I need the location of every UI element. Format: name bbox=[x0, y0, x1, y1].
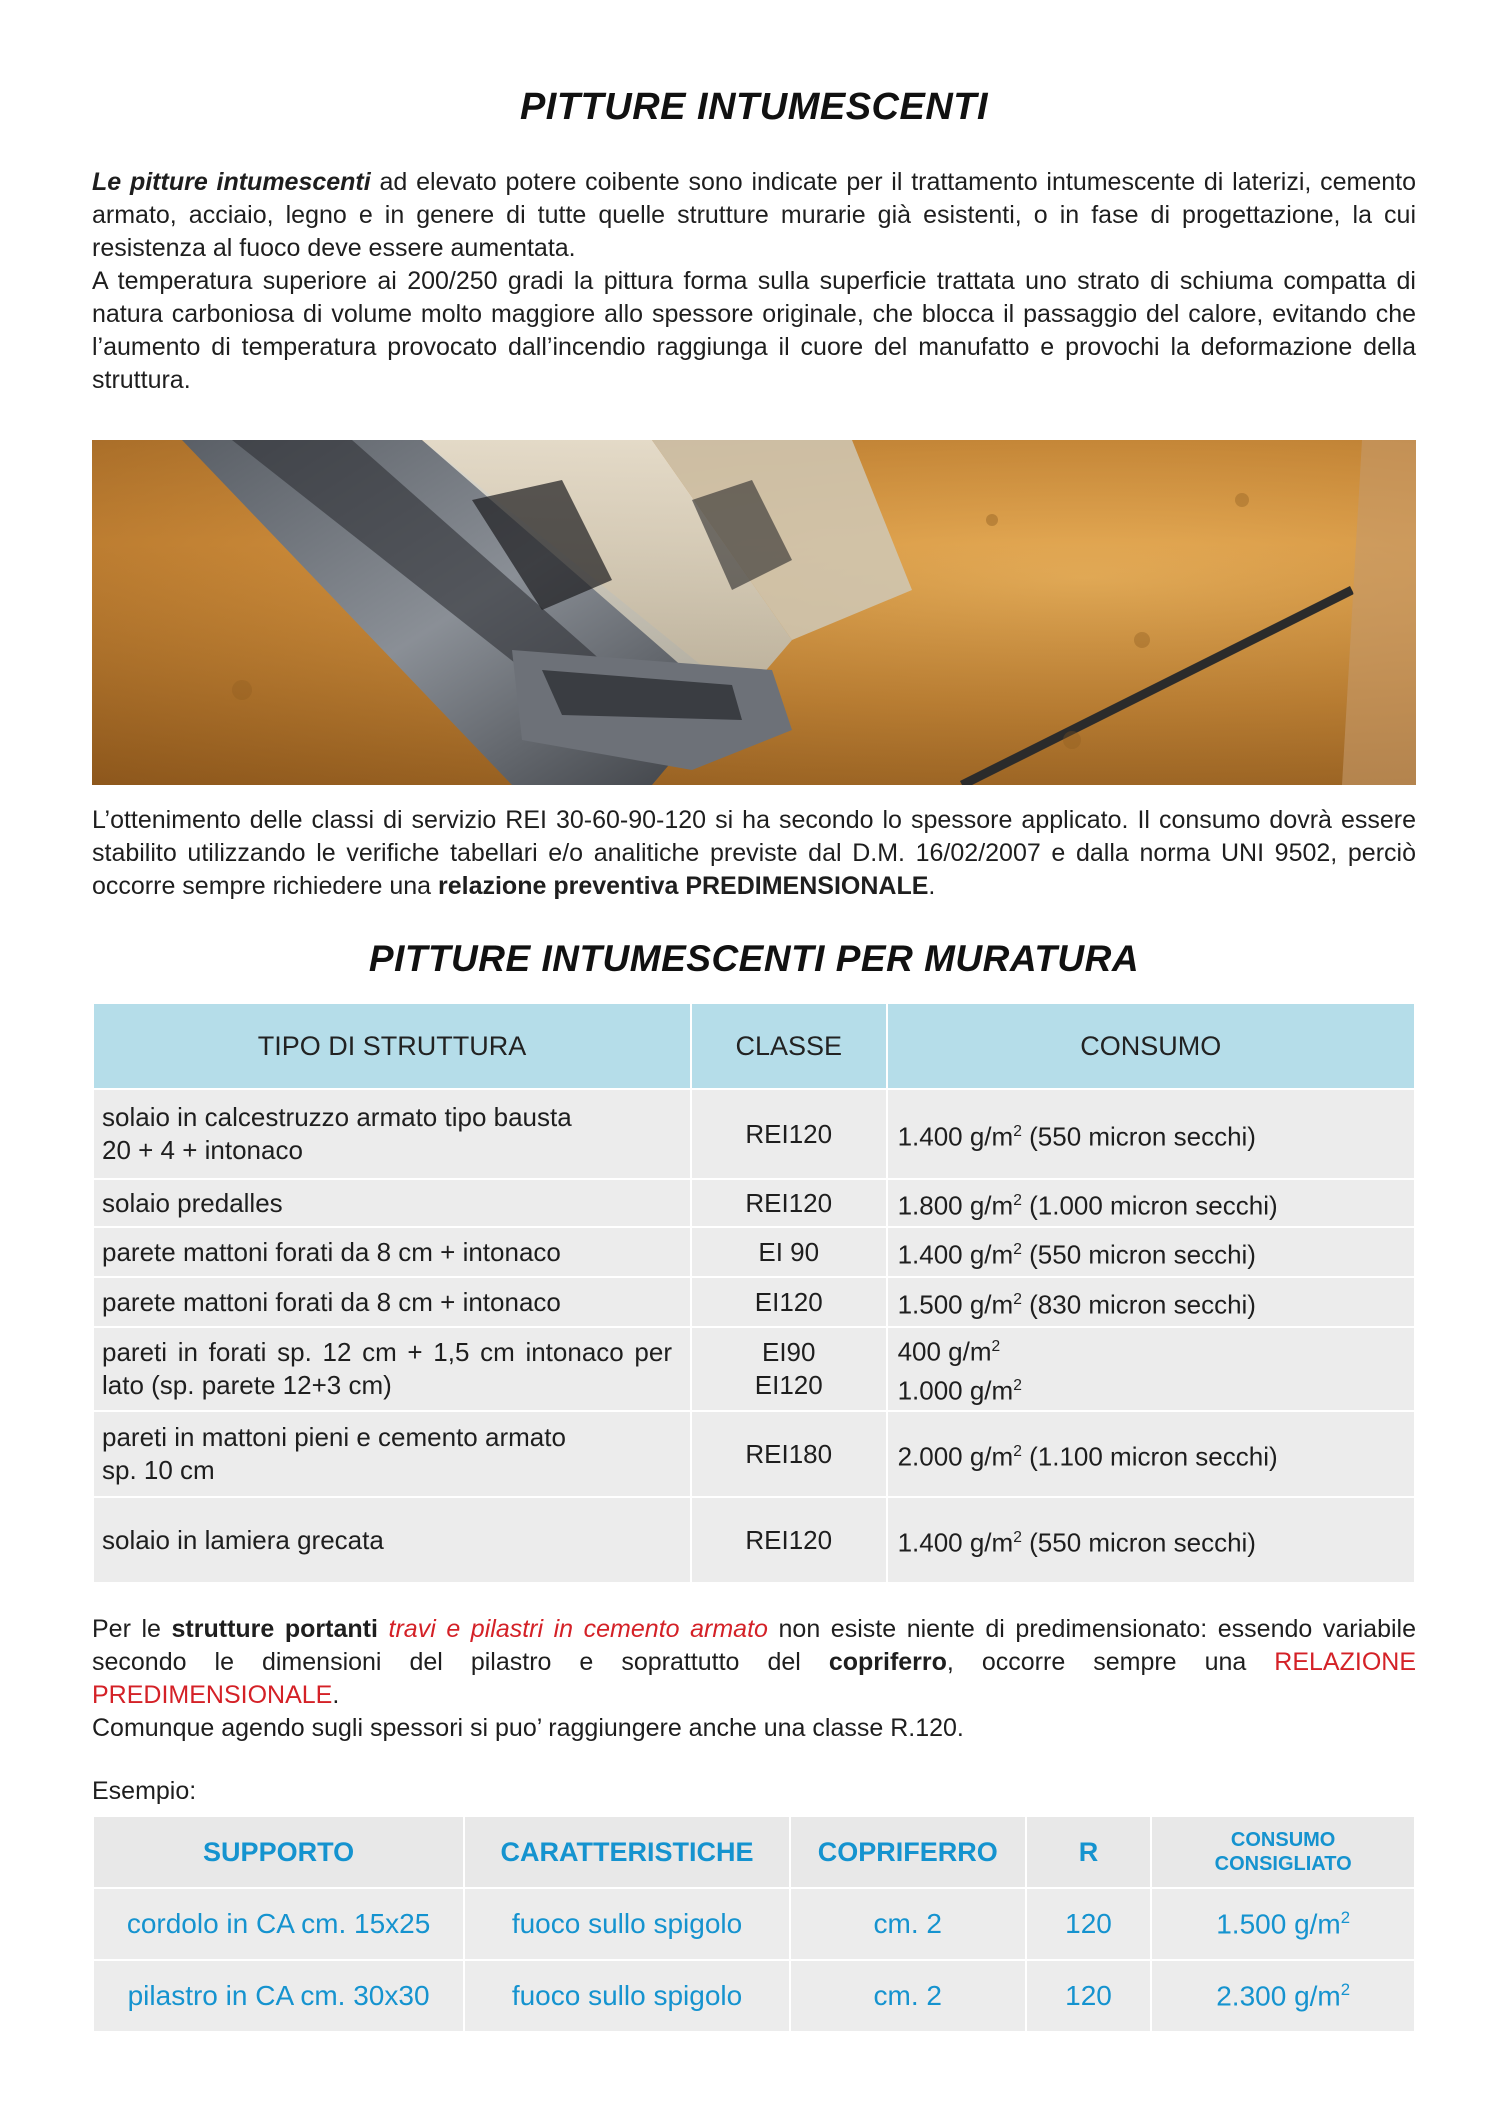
red-relazione: RELAZIONE PREDIMENSIONALE bbox=[92, 1648, 1416, 1709]
header-caratteristiche: CARATTERISTICHE bbox=[464, 1816, 790, 1888]
structural-note-1: Per le strutture portanti travi e pilastri in cemento armato non esiste niente di predimensionato: essendo variabile secondo le dimensioni del pilastro e soprattutto del copriferro, occorre sempre una RELAZIONE PREDIMENSIONALE. bbox=[92, 1615, 1416, 1709]
table-row bbox=[93, 1411, 1415, 1497]
cell-tipo: pareti in forati sp. 12 cm + 1,5 cm intonaco per lato (sp. parete 12+3 cm) bbox=[93, 1327, 691, 1411]
cell-consumo: 1.500 $g/m^2$ bbox=[1151, 1888, 1415, 1960]
cell-classe: REI120 bbox=[691, 1089, 887, 1179]
masonry-table bbox=[92, 1002, 1416, 1584]
table-row bbox=[93, 1327, 1415, 1411]
cell-tipo: parete mattoni forati da 8 cm + intonaco bbox=[93, 1227, 691, 1277]
burned-structure-photo bbox=[92, 440, 1416, 785]
cell-tipo: solaio predalles bbox=[93, 1179, 691, 1227]
rei-bold: relazione preventiva PREDIMENSIONALE bbox=[438, 872, 929, 900]
header-classe: CLASSE bbox=[691, 1003, 887, 1089]
cell-r: 120 bbox=[1026, 1888, 1152, 1960]
cell-classe: REI120 bbox=[691, 1179, 887, 1227]
cell-consumo: 2.000 $g/m^2$ (1.100 micron secchi) bbox=[887, 1411, 1415, 1497]
bold-strutture: strutture portanti bbox=[171, 1615, 378, 1643]
bold-copriferro: copriferro bbox=[828, 1648, 947, 1676]
table-row bbox=[93, 1888, 1415, 1960]
cell-consumo: 1.400 $g/m^2$ (550 micron secchi) bbox=[887, 1497, 1415, 1583]
table-row bbox=[93, 1960, 1415, 2032]
header-r: R bbox=[1026, 1816, 1152, 1888]
intro-p1-rest: ad elevato potere coibente sono indicate per il trattamento intumescente di laterizi, cemento armato, acciaio, legno e in genere di tutte quelle strutture murarie già esistenti, o in fase di progettazione, la cui resistenza al fuoco deve essere aumentata. bbox=[92, 168, 1416, 262]
header-copriferro: COPRIFERRO bbox=[790, 1816, 1026, 1888]
cell-tipo: pareti in mattoni pieni e cemento armato sp. 10 cm bbox=[93, 1411, 691, 1497]
structural-note bbox=[92, 1613, 1416, 1745]
table-header-row bbox=[93, 1003, 1415, 1089]
cell-consumo: 1.500 $g/m^2$ (830 micron secchi) bbox=[887, 1277, 1415, 1327]
table-row bbox=[93, 1227, 1415, 1277]
cell-classe: REI180 bbox=[691, 1411, 887, 1497]
cell-consumo: 400 $g/m^2$ 1.000 $g/m^2$ bbox=[887, 1327, 1415, 1411]
cell-consumo: 1.400 $g/m^2$ (550 micron secchi) bbox=[887, 1227, 1415, 1277]
intro-lead: Le pitture intumescenti bbox=[92, 168, 371, 196]
example-header-row bbox=[93, 1816, 1415, 1888]
example-label: Esempio: bbox=[92, 1777, 197, 1805]
cell-r: 120 bbox=[1026, 1960, 1152, 2032]
cell-classe: EI120 bbox=[691, 1277, 887, 1327]
table-row bbox=[93, 1179, 1415, 1227]
cell-classe: EI90 EI120 bbox=[691, 1327, 887, 1411]
cell-classe: EI 90 bbox=[691, 1227, 887, 1277]
header-consumo-consigliato: CONSUMO CONSIGLIATO bbox=[1151, 1816, 1415, 1888]
intro-paragraph-2: A temperatura superiore ai 200/250 gradi la pittura forma sulla superficie trattata uno strato di schiuma compatta di natura carboniosa di volume molto maggiore allo spessore originale, che blocca il passaggio del calore, evitando che l’aumento di temperatura provocato dall’incendio raggiunga il cuore del manufatto e provochi la deformazione della struttura. bbox=[92, 267, 1416, 394]
red-italic-travi: travi e pilastri in cemento armato bbox=[388, 1615, 768, 1643]
structural-note-2: Comunque agendo sugli spessori si puo’ raggiungere anche una classe R.120. bbox=[92, 1714, 964, 1742]
cell-supporto: cordolo in CA cm. 15x25 bbox=[93, 1888, 464, 1960]
cell-tipo: parete mattoni forati da 8 cm + intonaco bbox=[93, 1277, 691, 1327]
intro-paragraph-1 bbox=[92, 166, 1416, 265]
page-title: PITTURE INTUMESCENTI bbox=[519, 86, 989, 128]
cell-supporto: pilastro in CA cm. 30x30 bbox=[93, 1960, 464, 2032]
section-title: PITTURE INTUMESCENTI PER MURATURA bbox=[368, 938, 1140, 979]
cell-consumo: 1.400 $g/m^2$ (550 micron secchi) bbox=[887, 1089, 1415, 1179]
header-consumo: CONSUMO bbox=[887, 1003, 1415, 1089]
cell-tipo: solaio in lamiera grecata bbox=[93, 1497, 691, 1583]
table-row bbox=[93, 1277, 1415, 1327]
example-table bbox=[92, 1815, 1416, 2033]
cell-tipo: solaio in calcestruzzo armato tipo bausta 20 + 4 + intonaco bbox=[93, 1089, 691, 1179]
cell-caratteristiche: fuoco sullo spigolo bbox=[464, 1888, 790, 1960]
rei-text: L’ottenimento delle classi di servizio REI 30-60-90-120 si ha secondo lo spessore applicato. Il consumo dovrà essere stabilito utilizzando le verifiche tabellari e/o analitiche previste dal D.M. 16/02/2007 e dalla norma UNI 9502, perciò occorre sempre richiedere una bbox=[92, 806, 1416, 900]
cell-copriferro: cm. 2 bbox=[790, 1960, 1026, 2032]
table-row bbox=[93, 1089, 1415, 1179]
rei-paragraph bbox=[92, 804, 1416, 903]
cell-consumo: 2.300 $g/m^2$ bbox=[1151, 1960, 1415, 2032]
cell-copriferro: cm. 2 bbox=[790, 1888, 1026, 1960]
photo-illustration bbox=[92, 440, 1416, 785]
header-tipo: TIPO DI STRUTTURA bbox=[93, 1003, 691, 1089]
cell-consumo: 1.800 $g/m^2$ (1.000 micron secchi) bbox=[887, 1179, 1415, 1227]
table-row bbox=[93, 1497, 1415, 1583]
rei-end: . bbox=[928, 872, 936, 900]
intro-text bbox=[92, 166, 1416, 397]
cell-classe: REI120 bbox=[691, 1497, 887, 1583]
header-supporto: SUPPORTO bbox=[93, 1816, 464, 1888]
cell-caratteristiche: fuoco sullo spigolo bbox=[464, 1960, 790, 2032]
